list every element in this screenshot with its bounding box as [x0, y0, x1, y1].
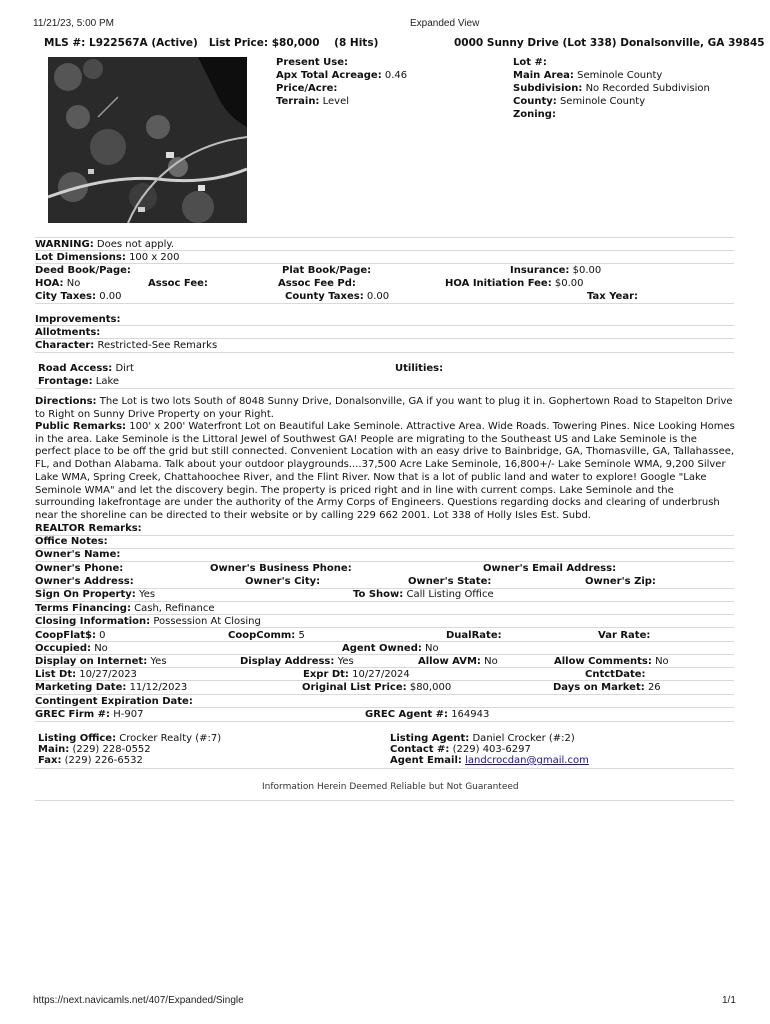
display-address-field: Display Address: Yes: [240, 656, 354, 667]
subdivision-field: Subdivision: No Recorded Subdivision: [513, 83, 710, 94]
page-url: https://next.navicamls.net/407/Expanded/Single: [33, 995, 244, 1006]
divider: [35, 561, 734, 562]
property-address: 0000 Sunny Drive (Lot 338) Donalsonville, GA 39845: [454, 37, 765, 49]
allow-avm-field: Allow AVM: No: [418, 656, 498, 667]
county-field: County: Seminole County: [513, 96, 646, 107]
zoning-field: Zoning:: [513, 109, 556, 120]
divider: [35, 800, 734, 801]
closing-info-field: Closing Information: Possession At Closing: [35, 616, 261, 627]
owner-state-field: Owner's State:: [408, 576, 492, 587]
character-field: Character: Restricted-See Remarks: [35, 340, 218, 351]
road-access-field: Road Access: Dirt: [38, 363, 134, 374]
dualrate-field: DualRate:: [446, 630, 502, 641]
directions-text: Directions: The Lot is two lots South of 8048 Sunny Drive, Donalsonville, GA if you want to plug it in. Gophertown Road to Stapelton Drive to Right on Sunny Drive Property on your Right.: [35, 396, 733, 420]
owner-zip-field: Owner's Zip:: [585, 576, 656, 587]
terrain-field: Terrain: Level: [276, 96, 350, 107]
grec-agent-field: GREC Agent #: 164943: [365, 709, 490, 720]
grec-firm-field: GREC Firm #: H-907: [35, 709, 144, 720]
office-notes-label: Office Notes:: [35, 536, 108, 547]
allotments-field: Allotments:: [35, 327, 101, 338]
listing-office-field: Listing Office: Crocker Realty (#:7): [38, 733, 222, 744]
expiration-date-field: Expr Dt: 10/27/2024: [303, 669, 410, 680]
assoc-fee-pd-field: Assoc Fee Pd:: [278, 278, 356, 289]
divider: [35, 627, 734, 628]
office-fax-field: Fax: (229) 226-6532: [38, 755, 143, 766]
divider: [35, 535, 734, 536]
frontage-field: Frontage: Lake: [38, 376, 120, 387]
listing-agent-field: Listing Agent: Daniel Crocker (#:2): [390, 733, 575, 744]
terms-financing-field: Terms Financing: Cash, Refinance: [35, 603, 215, 614]
hoa-field: HOA: No: [35, 278, 81, 289]
lot-field: Lot #:: [513, 57, 547, 68]
print-datetime: 11/21/23, 5:00 PM: [33, 18, 114, 29]
agent-email-field: Agent Email: landcrocdan@gmail.com: [390, 755, 589, 766]
disclaimer-text: Information Herein Deemed Reliable but Not Guaranteed: [262, 782, 519, 792]
agent-owned-field: Agent Owned: No: [342, 643, 439, 654]
plat-book-field: Plat Book/Page:: [282, 265, 372, 276]
improvements-field: Improvements:: [35, 314, 121, 325]
divider: [35, 325, 734, 326]
public-remarks-text: Public Remarks: 100' x 200' Waterfront Lot on Beautiful Lake Seminole. Attractive Area. Wide Roads. Towering Pines. Nice Looking Homes in the area. Lake Seminole is the Littoral Jewel of Southwest GA! People are migrating to the Southeast US and Lake Seminole is the perfect place to be off the grid but still connected. Convenient Location with an easy drive to Bainbridge, GA, Thomasville, GA, Tallahassee, FL, and Dothan Alabama. Talk about your outdoor playgrounds....37,500 Acre Lake Seminole, 16,800+/- Lake Seminole WMA, 9,200 Silver Lake WMA, Spring Creek, Chattahoochee River, and the Flint River. Now that is a lot of public land and water to explore! Google "Lake Seminole WMA" and let the discovery begin. The property is priced right and in line with current comps. Lake Seminole and the surrounding lakefrontage are under the authority of the Army Corps of Engineers. Questions regarding docks and clearing of underbrush near the shoreline can be directed to their website or by calling 229 662 2001. Lot 338 of Holly Isles Est. Subd.: [35, 421, 735, 521]
divider: [35, 768, 734, 769]
acreage-field: Apx Total Acreage: 0.46: [276, 70, 408, 81]
hoa-init-field: HOA Initiation Fee: $0.00: [445, 278, 584, 289]
office-main-phone-field: Main: (229) 228-0552: [38, 744, 151, 755]
assoc-fee-field: Assoc Fee:: [148, 278, 208, 289]
to-show-field: To Show: Call Listing Office: [353, 589, 494, 600]
owner-address-field: Owner's Address:: [35, 576, 134, 587]
mls-header: MLS #: L922567A (Active) List Price: $80,000 (8 Hits): [44, 37, 379, 49]
list-date-field: List Dt: 10/27/2023: [35, 669, 137, 680]
tax-year-field: Tax Year:: [587, 291, 638, 302]
divider: [35, 721, 734, 722]
main-area-field: Main Area: Seminole County: [513, 70, 663, 81]
original-list-price-field: Original List Price: $80,000: [302, 682, 452, 693]
owner-email-field: Owner's Email Address:: [483, 563, 617, 574]
owner-name-field: Owner's Name:: [35, 549, 121, 560]
days-on-market-field: Days on Market: 26: [553, 682, 661, 693]
agent-email-link[interactable]: landcrocdan@gmail.com: [465, 755, 589, 766]
agent-contact-field: Contact #: (229) 403-6297: [390, 744, 531, 755]
view-title: Expanded View: [410, 18, 480, 29]
sign-on-property-field: Sign On Property: Yes: [35, 589, 156, 600]
coopcomm-field: CoopComm: 5: [228, 630, 305, 641]
owner-phone-field: Owner's Phone:: [35, 563, 124, 574]
divider: [35, 263, 734, 264]
marketing-date-field: Marketing Date: 11/12/2023: [35, 682, 188, 693]
utilities-field: Utilities:: [395, 363, 444, 374]
realtor-remarks-label: REALTOR Remarks:: [35, 523, 142, 534]
present-use-field: Present Use:: [276, 57, 349, 68]
county-taxes-field: County Taxes: 0.00: [285, 291, 390, 302]
city-taxes-field: City Taxes: 0.00: [35, 291, 122, 302]
owner-city-field: Owner's City:: [245, 576, 321, 587]
display-internet-field: Display on Internet: Yes: [35, 656, 167, 667]
owner-business-phone-field: Owner's Business Phone:: [210, 563, 352, 574]
occupied-field: Occupied: No: [35, 643, 108, 654]
insurance-field: Insurance: $0.00: [510, 265, 602, 276]
allow-comments-field: Allow Comments: No: [554, 656, 669, 667]
aerial-photo: [48, 57, 247, 223]
warning-field: WARNING: Does not apply.: [35, 239, 175, 250]
contact-date-field: CntctDate:: [585, 669, 646, 680]
price-acre-field: Price/Acre:: [276, 83, 338, 94]
page-count: 1/1: [722, 995, 736, 1006]
deed-book-field: Deed Book/Page:: [35, 265, 131, 276]
coopflat-field: CoopFlat$: 0: [35, 630, 106, 641]
divider: [35, 352, 734, 353]
divider: [35, 303, 734, 304]
lot-dimensions-field: Lot Dimensions: 100 x 200: [35, 252, 180, 263]
var-rate-field: Var Rate:: [598, 630, 651, 641]
divider: [35, 388, 734, 389]
divider: [35, 548, 734, 549]
contingent-expiration-field: Contingent Expiration Date:: [35, 696, 193, 707]
